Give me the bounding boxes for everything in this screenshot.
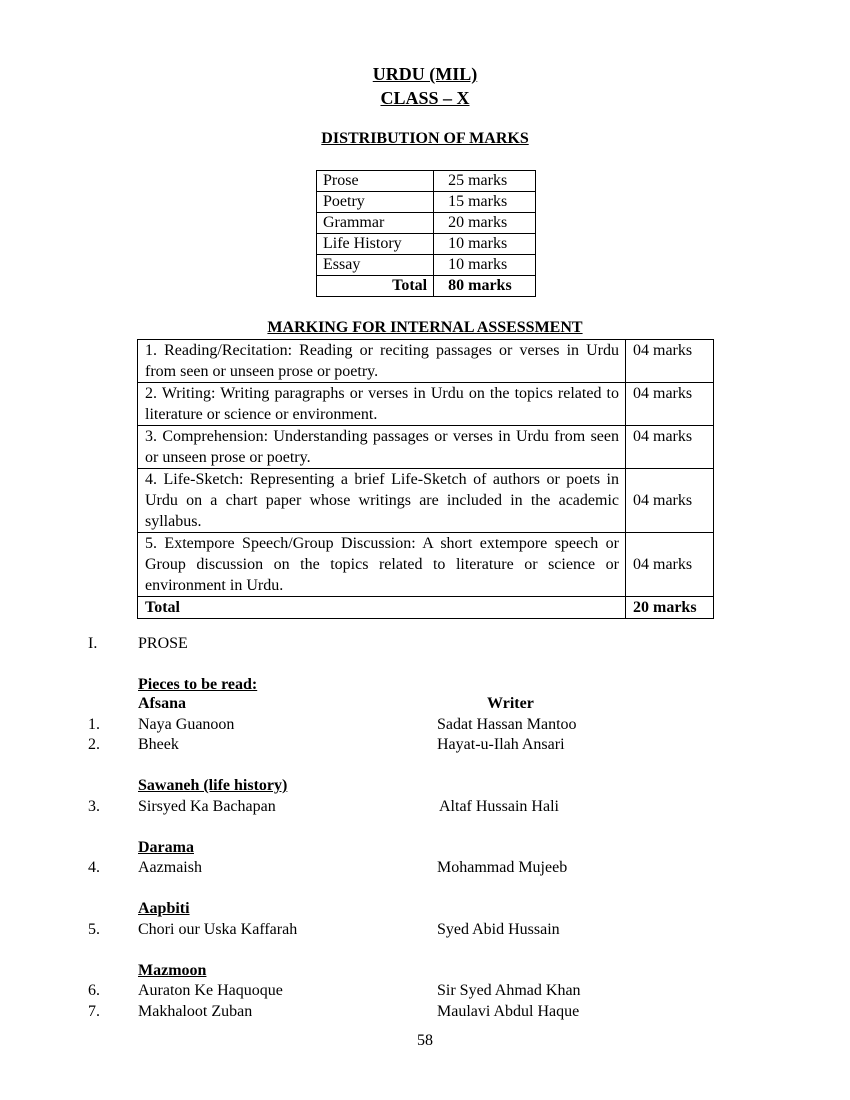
marks-cell: 25 marks [434, 171, 536, 192]
total-label: Total [138, 597, 626, 619]
marks-cell: 10 marks [434, 255, 536, 276]
pieces-label-row [0, 675, 850, 695]
table-row [138, 426, 714, 469]
activity-description: 2. Writing: Writing paragraphs or verses in Urdu on the topics related to literature or science or environment. [138, 383, 626, 426]
subsection-heading: Darama [138, 839, 194, 856]
item-title: Sirsyed Ka Bachapan [138, 798, 276, 815]
marks-cell: 10 marks [434, 234, 536, 255]
prose-heading-row [0, 634, 850, 654]
table-row [317, 171, 536, 192]
total-row [317, 276, 536, 297]
page-number: 58 [417, 1032, 433, 1049]
activity-description: 1. Reading/Recitation: Reading or reciting passages or verses in Urdu from seen or unseen prose or poetry. [138, 340, 626, 383]
afsana-heading: Afsana [138, 695, 187, 712]
table-row [138, 340, 714, 383]
subsection-heading: Sawaneh (life history) [138, 777, 288, 794]
subsection-heading-row [0, 838, 850, 858]
total-value: 80 marks [434, 276, 536, 297]
item-writer: Altaf Hussain Hali [439, 798, 559, 815]
activity-marks: 04 marks [626, 469, 714, 533]
list-item [0, 797, 850, 817]
table-row [317, 234, 536, 255]
section-numeral: I. [88, 635, 98, 652]
subsection-heading: Mazmoon [138, 962, 207, 979]
item-title: Bheek [138, 736, 179, 753]
subsection-heading: Aapbiti [138, 900, 190, 917]
list-item [0, 981, 850, 1001]
item-writer: Sadat Hassan Mantoo [437, 716, 577, 733]
item-number: 2. [88, 736, 100, 753]
section-cell: Grammar [317, 213, 434, 234]
section-cell: Prose [317, 171, 434, 192]
item-number: 3. [88, 798, 100, 815]
item-title: Naya Guanoon [138, 716, 235, 733]
marks-cell: 20 marks [434, 213, 536, 234]
section-cell: Life History [317, 234, 434, 255]
distribution-table [316, 170, 536, 297]
list-item [0, 858, 850, 878]
item-writer: Maulavi Abdul Haque [437, 1003, 580, 1020]
item-number: 1. [88, 716, 100, 733]
item-writer: Mohammad Mujeeb [437, 859, 568, 876]
activity-marks: 04 marks [626, 383, 714, 426]
subsection-heading-row [0, 961, 850, 981]
item-writer: Syed Abid Hussain [437, 921, 560, 938]
item-title: Makhaloot Zuban [138, 1003, 253, 1020]
distribution-heading: DISTRIBUTION OF MARKS [321, 130, 529, 147]
list-item [0, 1002, 850, 1022]
item-writer: Hayat-u-Ilah Ansari [437, 736, 565, 753]
total-row [138, 597, 714, 619]
activity-description: 4. Life-Sketch: Representing a brief Life-Sketch of authors or poets in Urdu on a chart paper whose writings are included in the academic syllabus. [138, 469, 626, 533]
subsection-heading-row [0, 776, 850, 796]
activity-marks: 04 marks [626, 340, 714, 383]
page-title: URDU (MIL) [372, 64, 478, 84]
item-title: Auraton Ke Haquoque [138, 982, 283, 999]
subsection-heading-row [0, 899, 850, 919]
table-row [138, 533, 714, 597]
internal-assessment-heading: MARKING FOR INTERNAL ASSESSMENT [267, 319, 583, 336]
total-value: 20 marks [626, 597, 714, 619]
item-number: 7. [88, 1003, 100, 1020]
item-title: Aazmaish [138, 859, 202, 876]
pieces-label: Pieces to be read: [138, 676, 258, 693]
table-row [317, 213, 536, 234]
item-number: 6. [88, 982, 100, 999]
column-header-row [0, 694, 850, 714]
table-row [317, 192, 536, 213]
writer-heading: Writer [487, 695, 534, 712]
activity-marks: 04 marks [626, 533, 714, 597]
table-row [317, 255, 536, 276]
activity-marks: 04 marks [626, 426, 714, 469]
table-row [138, 469, 714, 533]
section-cell: Essay [317, 255, 434, 276]
section-cell: Poetry [317, 192, 434, 213]
activity-description: 5. Extempore Speech/Group Discussion: A short extempore speech or Group discussion on the topics related to literature or science or environment in Urdu. [138, 533, 626, 597]
item-number: 4. [88, 859, 100, 876]
list-item [0, 920, 850, 940]
list-item [0, 715, 850, 735]
item-title: Chori our Uska Kaffarah [138, 921, 298, 938]
table-row [138, 383, 714, 426]
item-writer: Sir Syed Ahmad Khan [437, 982, 581, 999]
section-heading: PROSE [138, 635, 188, 652]
class-title: CLASS – X [380, 88, 470, 108]
activity-description: 3. Comprehension: Understanding passages or verses in Urdu from seen or unseen prose or poetry. [138, 426, 626, 469]
item-number: 5. [88, 921, 100, 938]
total-label: Total [317, 276, 434, 297]
list-item [0, 735, 850, 755]
internal-assessment-table [137, 339, 714, 619]
marks-cell: 15 marks [434, 192, 536, 213]
